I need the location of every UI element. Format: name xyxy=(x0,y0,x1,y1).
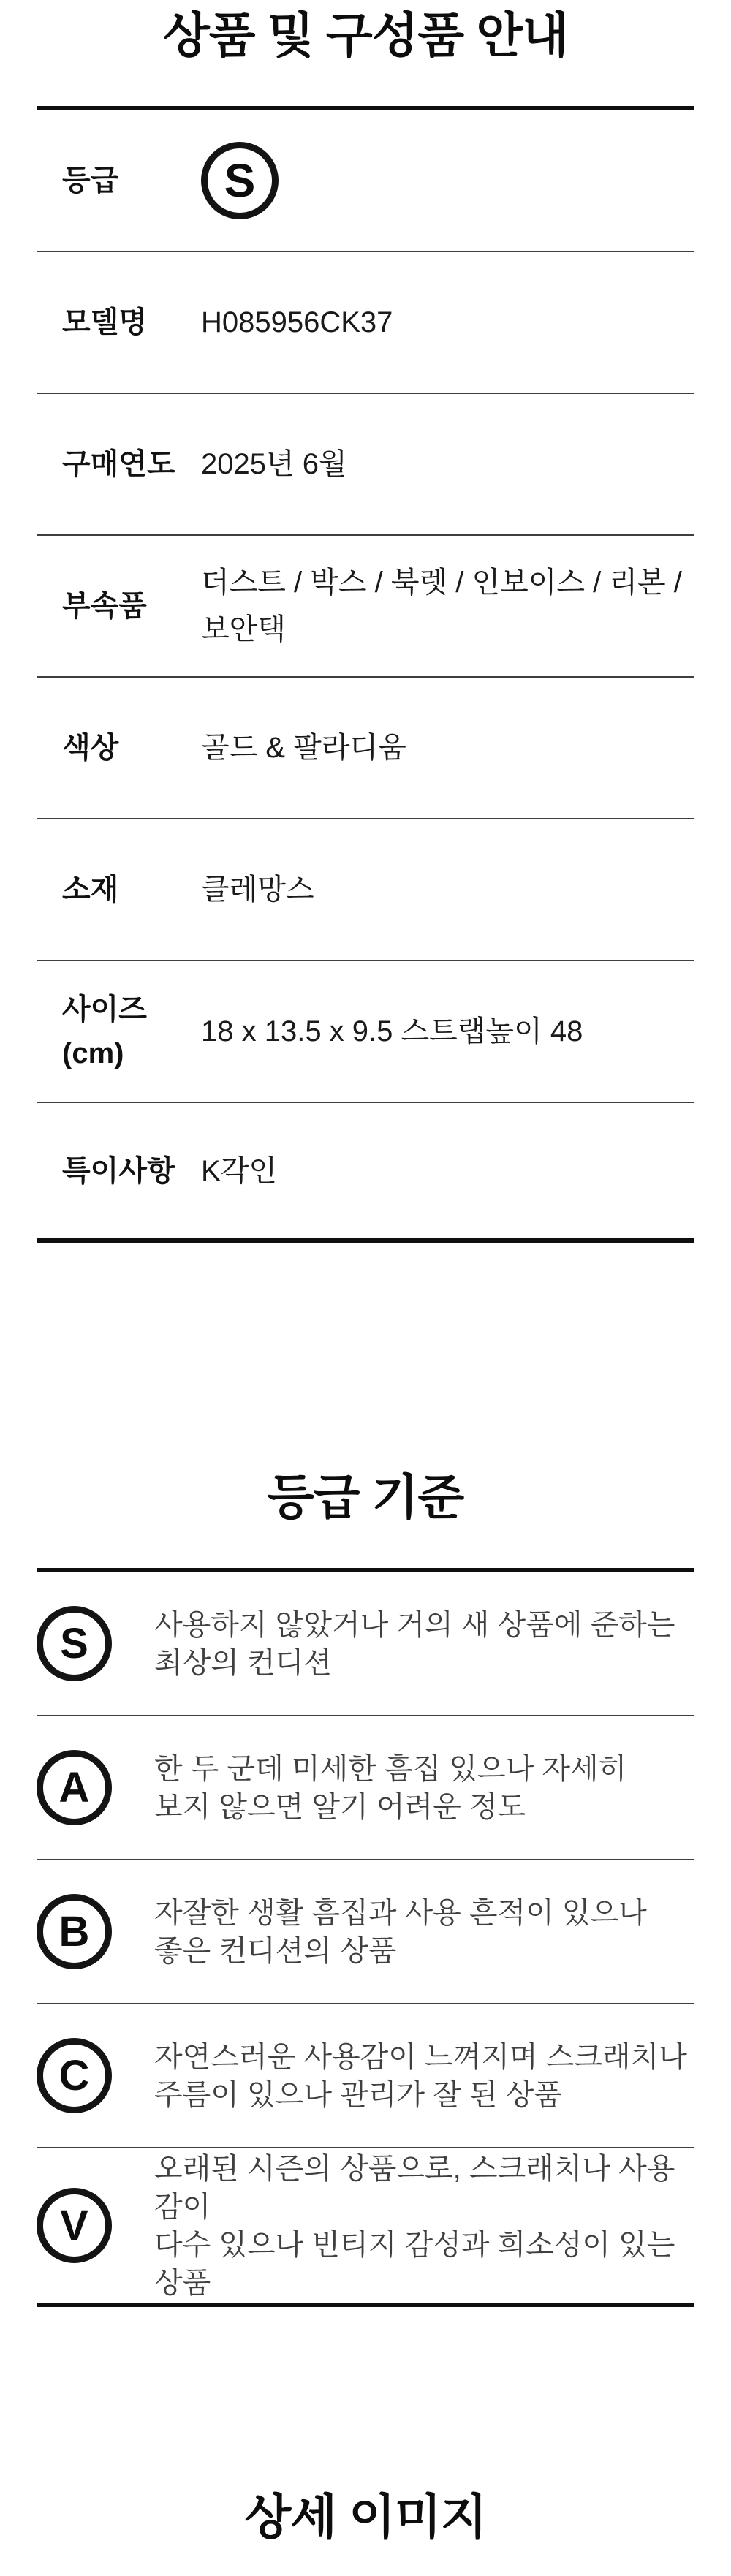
table-row-grade xyxy=(37,110,694,252)
grade-description xyxy=(154,1894,647,1970)
grade-description-line: 좋은 컨디션의 상품 xyxy=(154,1934,397,1967)
grade-letter: V xyxy=(60,2202,88,2249)
table-row-color xyxy=(37,678,694,819)
row-label: 색상 xyxy=(62,732,119,764)
table-row-material xyxy=(37,819,694,961)
table-row-notes xyxy=(37,1103,694,1238)
grade-letter: B xyxy=(58,1908,90,1955)
row-label: 구매연도 xyxy=(62,448,175,480)
table-row-model xyxy=(37,252,694,394)
grade-s-circle-icon xyxy=(37,1606,112,1681)
grade-description-line: 오래된 시즌의 상품으로, 스크래치나 사용감이 xyxy=(154,2152,675,2223)
grade-description-line: 최상의 컨디션 xyxy=(154,1646,332,1679)
grade-b-circle-icon xyxy=(37,1894,112,1969)
grade-description xyxy=(154,2038,687,2114)
row-label: 등급 xyxy=(62,164,119,197)
grade-criteria-title: 등급 기준 xyxy=(267,1470,464,1524)
row-value: 18 x 13.5 x 9.5 스트랩높이 48 xyxy=(201,1015,583,1048)
grade-description xyxy=(154,1606,675,1682)
row-label: 모델명 xyxy=(62,306,147,338)
grade-criteria-list xyxy=(37,1568,694,2307)
table-row-size xyxy=(37,961,694,1103)
grade-letter: A xyxy=(58,1764,90,1811)
grade-description-line: 다수 있으나 빈티지 감성과 희소성이 있는 상품 xyxy=(154,2228,675,2299)
table-row-accessories xyxy=(37,536,694,678)
detail-images-title: 상세 이미지 xyxy=(244,2490,487,2544)
grade-row-c xyxy=(37,2004,694,2148)
row-label: 부속품 xyxy=(62,590,147,622)
grade-badge-letter: S xyxy=(224,154,256,207)
grade-description-line: 사용하지 않았거나 거의 새 상품에 준하는 xyxy=(154,1608,675,1641)
grade-row-b xyxy=(37,1860,694,2004)
grade-row-s xyxy=(37,1572,694,1716)
grade-description-line: 자잘한 생활 흠집과 사용 흔적이 있으나 xyxy=(154,1896,647,1929)
grade-s-badge-icon xyxy=(201,142,279,219)
row-label: 소재 xyxy=(62,874,119,906)
grade-description-line: 주름이 있으나 관리가 잘 된 상품 xyxy=(154,2078,562,2111)
grade-a-circle-icon xyxy=(37,1750,112,1825)
grade-v-circle-icon xyxy=(37,2188,112,2263)
row-value: H085956CK37 xyxy=(201,306,393,338)
row-value-line: 더스트 / 박스 / 북렛 / 인보이스 / 리본 / xyxy=(201,567,682,599)
row-value: 골드 & 팔라디움 xyxy=(201,732,406,764)
row-value: 클레망스 xyxy=(201,874,314,906)
grade-letter: S xyxy=(60,1620,88,1667)
row-label: 특이사항 xyxy=(62,1154,175,1187)
product-info-table xyxy=(37,106,694,1243)
grade-description xyxy=(154,2150,694,2302)
grade-description xyxy=(154,1750,626,1826)
product-info-title: 상품 및 구성품 안내 xyxy=(162,8,569,62)
grade-letter: C xyxy=(58,2052,90,2099)
grade-row-v xyxy=(37,2148,694,2303)
table-row-purchase-year xyxy=(37,394,694,536)
grade-description-line: 보지 않으면 알기 어려운 정도 xyxy=(154,1790,526,1823)
row-label: 사이즈 (cm) xyxy=(62,993,147,1069)
row-value-line: 보안택 xyxy=(201,613,286,645)
row-value: 2025년 6월 xyxy=(201,448,347,480)
grade-c-circle-icon xyxy=(37,2038,112,2113)
grade-row-a xyxy=(37,1716,694,1860)
grade-description-line: 자연스러운 사용감이 느껴지며 스크래치나 xyxy=(154,2040,687,2073)
row-value: K각인 xyxy=(201,1154,277,1187)
grade-description-line: 한 두 군데 미세한 흠집 있으나 자세히 xyxy=(154,1752,627,1785)
row-value xyxy=(201,559,682,653)
row-value xyxy=(201,142,279,219)
